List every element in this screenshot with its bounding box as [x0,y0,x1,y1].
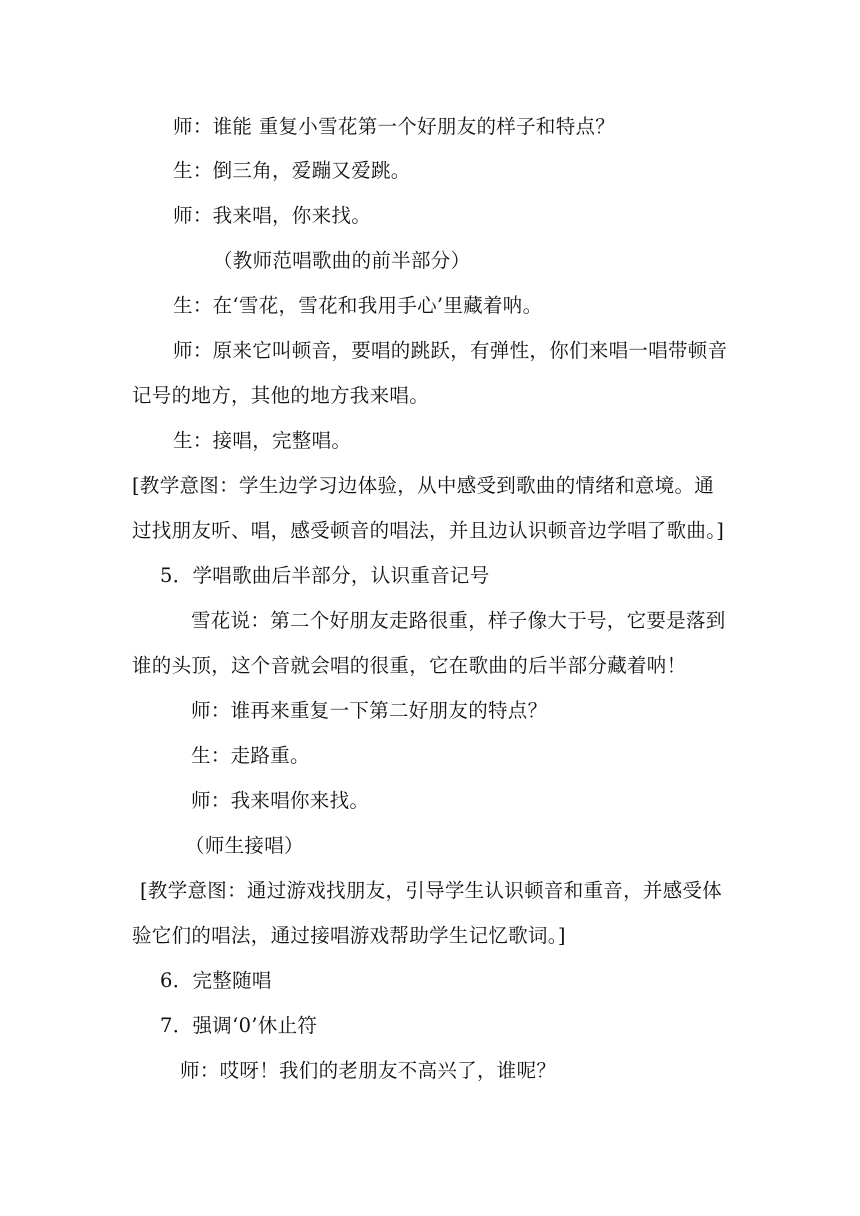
teaching-intent-line: 过找朋友听、唱，感受顿音的唱法，并且边认识顿音边学唱了歌曲。] [132,519,725,542]
section-heading: 5．学唱歌曲后半部分，认识重音记号 [160,564,490,587]
teaching-intent-line: [教学意图：学生边学习边体验，从中感受到歌曲的情绪和意境。通 [132,474,715,497]
text-line: 生：倒三角，爱蹦又爱跳。 [173,159,411,182]
text-line: 记号的地方，其他的地方我来唱。 [132,384,430,407]
text-line: （教师范唱歌曲的前半部分） [213,249,471,272]
text-line: 谁的头顶，这个音就会唱的很重，它在歌曲的后半部分藏着呐！ [132,654,687,677]
text-line: 师：谁能 重复小雪花第一个好朋友的样子和特点？ [173,115,616,138]
section-heading: 6．完整随唱 [160,969,272,992]
text-line: 雪花说：第二个好朋友走路很重，样子像大于号，它要是落到 [191,609,726,632]
text-line: 生：走路重。 [191,744,310,767]
text-line: 生：接唱，完整唱。 [173,429,352,452]
text-line: 师：谁再来重复一下第二好朋友的特点？ [191,699,548,722]
text-line: 师：我来唱，你来找。 [173,204,372,227]
text-line: 师：原来它叫顿音，要唱的跳跃，有弹性，你们来唱一唱带顿音 [173,339,728,362]
teaching-intent-line: 验它们的唱法，通过接唱游戏帮助学生记忆歌词。] [132,924,566,947]
text-line: （师生接唱） [185,834,304,857]
text-line: 师：我来唱你来找。 [191,789,370,812]
text-line: 生：在‘雪花，雪花和我用手心’里藏着呐。 [173,294,543,317]
section-heading: 7．强调‘0’休止符 [160,1014,318,1037]
teaching-intent-line: [教学意图：通过游戏找朋友，引导学生认识顿音和重音，并感受体 [140,879,723,902]
text-line: 师：哎呀！我们的老朋友不高兴了，谁呢？ [180,1059,557,1082]
